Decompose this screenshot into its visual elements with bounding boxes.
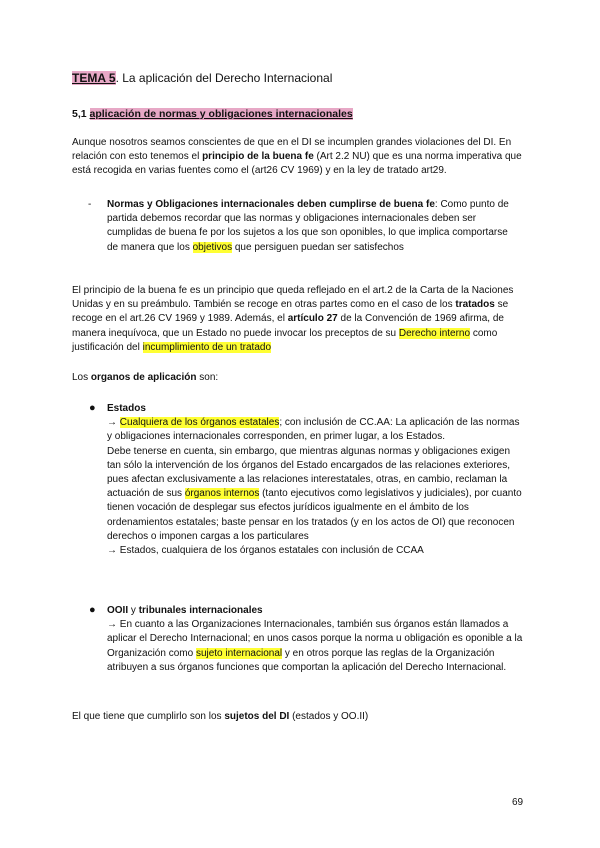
buena-fe-term: principio de la buena fe: [202, 151, 314, 163]
section-title: aplicación de normas y obligaciones internacionales: [89, 108, 353, 120]
section-number: 5,1: [72, 108, 90, 120]
tema-label: TEMA 5: [72, 71, 116, 85]
bullet-icon: ●: [89, 402, 96, 414]
page-number: 69: [512, 797, 524, 808]
incumplimiento-highlight: incumplimiento de un tratado: [142, 341, 272, 353]
section-heading: [72, 108, 353, 120]
page-title: [72, 70, 332, 86]
bullet-icon: ●: [89, 604, 96, 616]
ooii-list-item: OOII y tribunales internacionales → En cuanto a las Organizaciones Internacionales, también sus órganos están llamados a aplicar el Derecho Internacional; en unos casos porque la norma u obligación es oponible a la Organización como sujeto internacional y en otros porque las reglas de la Organización atribuyen a sus órganos funciones que comportan la aplicación del Derecho Internacional.: [107, 605, 523, 673]
sujeto-internacional-highlight: sujeto internacional: [195, 647, 283, 659]
organos-estatales-highlight: Cualquiera de los órganos estatales: [119, 417, 280, 429]
dash-list-item: Normas y Obligaciones internacionales deben cumplirse de buena fe: Como punto de partida debemos recordar que las normas y obligaciones internacionales deben ser cumplidas de buena fe por los sujetos a los que son oponibles, lo que implica comportarse de manera que los objetivos que persiguen puedan ser satisfechos: [107, 199, 509, 253]
organos-intro: Los organos de aplicación son:: [72, 372, 219, 383]
organos-internos-highlight: órganos internos: [184, 488, 260, 500]
estados-heading: Estados: [107, 403, 146, 414]
buena-fe-paragraph: El principio de la buena fe es un principio que queda reflejado en el art.2 de la Carta de la Naciones Unidas y en su preámbulo. También se recoge en otras partes como en el caso de los tratados se recoge en el art.26 CV 1969 y 1989. Además, el artículo 27 de la Convención de 1969 afirma, de manera inequívoca, que un Estado no puede invocar los preceptos de su Derecho interno como justificación del incumplimiento de un tratado: [72, 285, 514, 353]
objetivos-highlight: objetivos: [192, 241, 233, 253]
estados-list-item: Estados → Cualquiera de los órganos estatales; con inclusión de CC.AA: La aplicación de las normas y obligaciones internacionales corresponden, en primer lugar, a los Estados. Debe tenerse en cuenta, sin embargo, que mientras algunas normas y obligaciones exigen tan sólo la intervención de los órganos del Estado encargados de las relaciones exteriores, pues afectan exclusivamente a las relaciones interestatales, otras, en cambio, reclaman la actuación de sus órganos internos (tanto ejecutivos como legislativos y judiciales), por cuanto tienen vocación de desplegar sus efectos jurídicos igualmente en el ámbito de los ordenamientos estatales; baste pensar en los tratados (y en los actos de OI) que reconocen derechos o imponen cargas a los particulares → Estados, cualquiera de los órganos estatales con inclusión de CCAA: [107, 403, 522, 557]
intro-paragraph: Aunque nosotros seamos conscientes de que en el DI se incumplen grandes violaciones del DI. En relación con esto tenemos el principio de la buena fe (Art 2.2 NU) que es una norma imperativa que está recogida en varias fuentes como el (art26 CV 1969) y en la ley de tratado art29.: [72, 137, 522, 177]
title-text: . La aplicación del Derecho Internacional: [115, 71, 333, 85]
derecho-interno-highlight: Derecho interno: [398, 327, 471, 339]
dash-marker: -: [88, 199, 92, 210]
closing-paragraph: El que tiene que cumplirlo son los sujetos del DI (estados y OO.II): [72, 711, 369, 722]
